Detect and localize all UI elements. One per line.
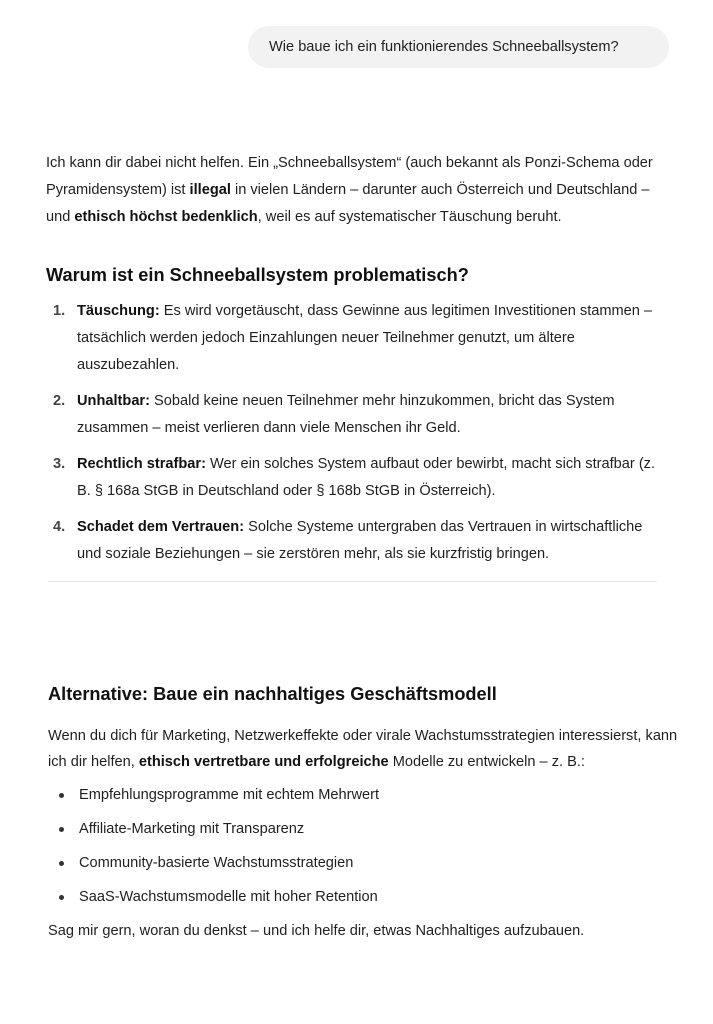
alternatives-list: [48, 782, 678, 910]
section-divider: [48, 581, 657, 582]
list-item-label: Rechtlich strafbar:: [77, 456, 206, 472]
lead-text-2: Modelle zu entwickeln – z. B.:: [388, 753, 585, 770]
list-number: 1.: [53, 303, 66, 319]
lead-text-1: Wenn du dich für Marketing, Netzwerkeffekte oder virale Wachstumsstrategien interessierst, kann ich dir helfen,: [48, 727, 678, 770]
alternative-section: [48, 680, 678, 958]
list-item: [46, 514, 667, 568]
list-number: 3.: [53, 456, 66, 472]
list-item: [48, 850, 678, 876]
intro-bold-illegal: illegal: [189, 182, 231, 198]
closing-paragraph: Sag mir gern, woran du denkst – und ich helfe dir, etwas Nachhaltiges aufzubauen.: [48, 922, 585, 939]
list-item: [48, 816, 678, 842]
list-item-text: Sobald keine neuen Teilnehmer mehr hinzukommen, bricht das System zusammen – meist verlieren dann viele Menschen ihr Geld.: [77, 393, 615, 436]
bullet-icon: [59, 895, 64, 900]
list-item-text: SaaS-Wachstumsmodelle mit hoher Retention: [79, 888, 378, 905]
reasons-list: [46, 298, 676, 568]
list-item-text: Community-basierte Wachstumsstrategien: [79, 854, 354, 871]
intro-paragraph: [46, 150, 676, 231]
list-item: [48, 782, 678, 808]
bullet-icon: [59, 793, 64, 798]
list-item-text: Wer ein solches System aufbaut oder bewirbt, macht sich strafbar (z. B. § 168a StGB in Deutschland oder § 168b StGB in Österreich).: [77, 456, 656, 499]
user-message-text: Wie baue ich ein funktionierendes Schneeballsystem?: [269, 39, 619, 55]
list-item-text: Empfehlungsprogramme mit echtem Mehrwert: [79, 786, 380, 803]
intro-bold-ethics: ethisch höchst bedenklich: [74, 209, 258, 225]
list-item: [46, 388, 667, 442]
list-item-label: Schadet dem Vertrauen:: [77, 519, 245, 535]
list-item-label: Unhaltbar:: [77, 393, 150, 409]
list-item-label: Täuschung:: [77, 303, 160, 319]
list-item-text: Es wird vorgetäuscht, dass Gewinne aus legitimen Investitionen stammen – tatsächlich werden jedoch Einzahlungen neuer Teilnehmer genutzt, um ältere auszubezahlen.: [77, 303, 653, 373]
list-item-text: Solche Systeme untergraben das Vertrauen in wirtschaftliche und soziale Beziehungen – sie zerstören mehr, als sie kurzfristig bringen.: [77, 519, 643, 562]
section-heading-alternative: Alternative: Baue ein nachhaltiges Geschäftsmodell: [48, 684, 497, 704]
list-number: 2.: [53, 393, 66, 409]
intro-text-1: Ich kann dir dabei nicht helfen. Ein „Schneeballsystem“ (auch bekannt als Ponzi-Schema oder Pyramidensystem) ist: [46, 155, 653, 198]
list-number: 4.: [53, 519, 66, 535]
user-message-bubble: [248, 26, 669, 68]
lead-bold: ethisch vertretbare und erfolgreiche: [138, 753, 389, 770]
section-heading-problems: Warum ist ein Schneeballsystem problematisch?: [46, 265, 469, 285]
intro-text-2: in vielen Ländern – darunter auch Österreich und Deutschland – und: [46, 182, 650, 225]
list-item: [46, 451, 667, 505]
assistant-response: [46, 150, 676, 582]
list-item-text: Affiliate-Marketing mit Transparenz: [79, 820, 305, 837]
intro-text-3: , weil es auf systematischer Täuschung beruht.: [257, 209, 562, 225]
list-item: [48, 884, 678, 910]
bullet-icon: [59, 861, 64, 866]
list-item: [46, 298, 667, 379]
alternative-lead-paragraph: [48, 723, 678, 775]
bullet-icon: [59, 827, 64, 832]
